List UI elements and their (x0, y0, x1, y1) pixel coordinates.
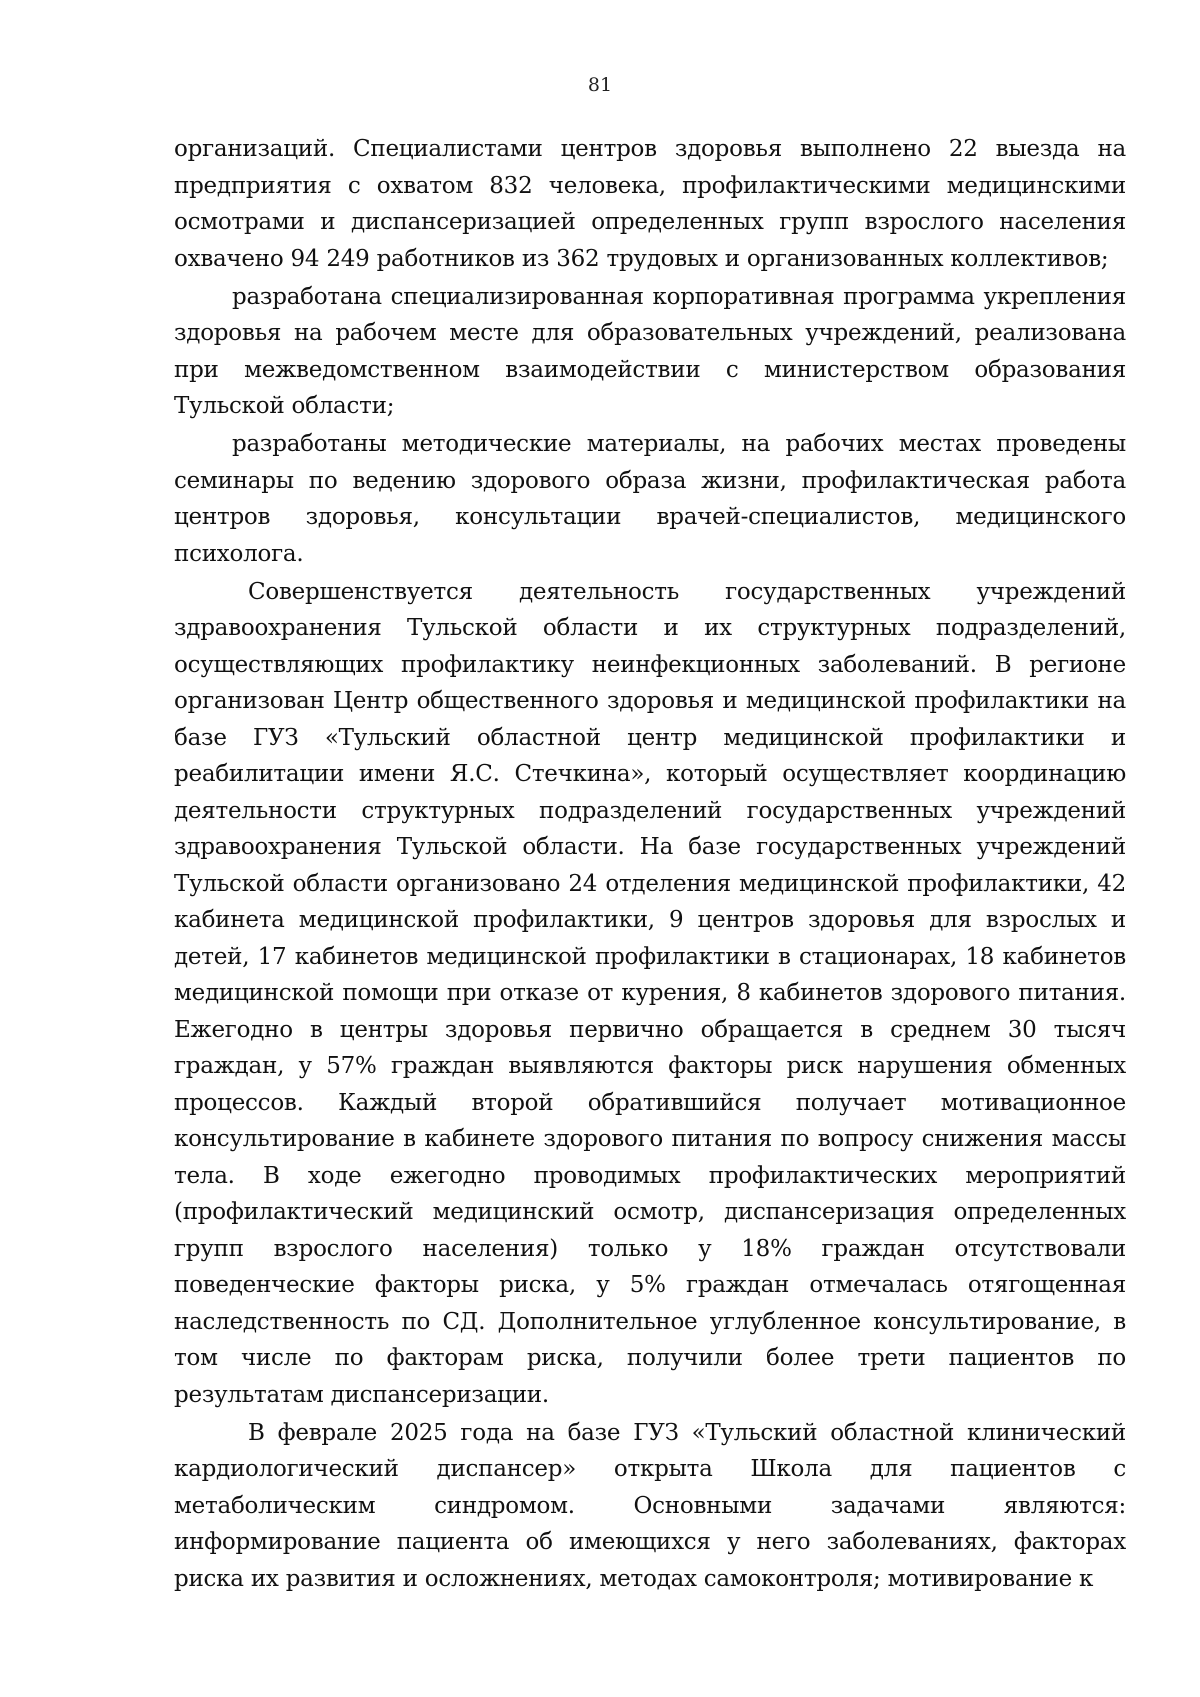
page-number: 81 (587, 74, 613, 96)
paragraph-corporate-program: разработана специализированная корпоративная программа укрепления здоровья на рабочем месте для образовательных учреждений, реализована при межведомственном взаимодействии с министерством образования Тульской области; (174, 283, 1126, 420)
document-body (174, 131, 1126, 1599)
paragraph-centers-visits: организаций. Специалистами центров здоровья выполнено 22 выезда на предприятия с охватом 832 человека, профилактическими медицинскими осмотрами и диспансеризацией определенных групп взрослого населения охвачено 94 249 работников из 362 трудовых и организованных коллективов; (174, 136, 1126, 272)
paragraph-methodical-materials: разработаны методические материалы, на рабочих местах проведены семинары по ведению здорового образа жизни, профилактическая работа центров здоровья, консультации врачей-специалистов, медицинского психолога. (174, 431, 1126, 567)
paragraph-metabolic-school: В феврале 2025 года на базе ГУЗ «Тульский областной клинический кардиологический диспансер» открыта Школа для пациентов с метаболическим синдромом. Основными задачами являются: информирование пациента об имеющихся у него заболеваниях, факторах риска их развития и осложнениях, методах самоконтроля; мотивирование к (174, 1419, 1126, 1592)
paragraph-prevention-institutions: Совершенствуется деятельность государственных учреждений здравоохранения Тульской области и их структурных подразделений, осуществляющих профилактику неинфекционных заболеваний. В регионе организован Центр общественного здоровья и медицинской профилактики на базе ГУЗ «Тульский областной центр медицинской профилактики и реабилитации имени Я.С. Стечкина», который осуществляет координацию деятельности структурных подразделений государственных учреждений здравоохранения Тульской области. На базе государственных учреждений Тульской области организовано 24 отделения медицинской профилактики, 42 кабинета медицинской профилактики, 9 центров здоровья для взрослых и детей, 17 кабинетов медицинской профилактики в стационарах, 18 кабинетов медицинской помощи при отказе от курения, 8 кабинетов здорового питания. Ежегодно в центры здоровья первично обращается в среднем 30 тысяч граждан, у 57% граждан выявляются факторы риск нарушения обменных процессов. Каждый второй обратившийся получает мотивационное консультирование в кабинете здорового питания по вопросу снижения массы тела. В ходе ежегодно проводимых профилактических мероприятий (профилактический медицинский осмотр, диспансеризация определенных групп взрослого населения) только у 18% граждан отсутствовали поведенческие факторы риска, у 5% граждан отмечалась отягощенная наследственность по СД. Дополнительное углубленное консультирование, в том числе по факторам риска, получили более трети пациентов по результатам диспансеризации. (174, 578, 1126, 1408)
